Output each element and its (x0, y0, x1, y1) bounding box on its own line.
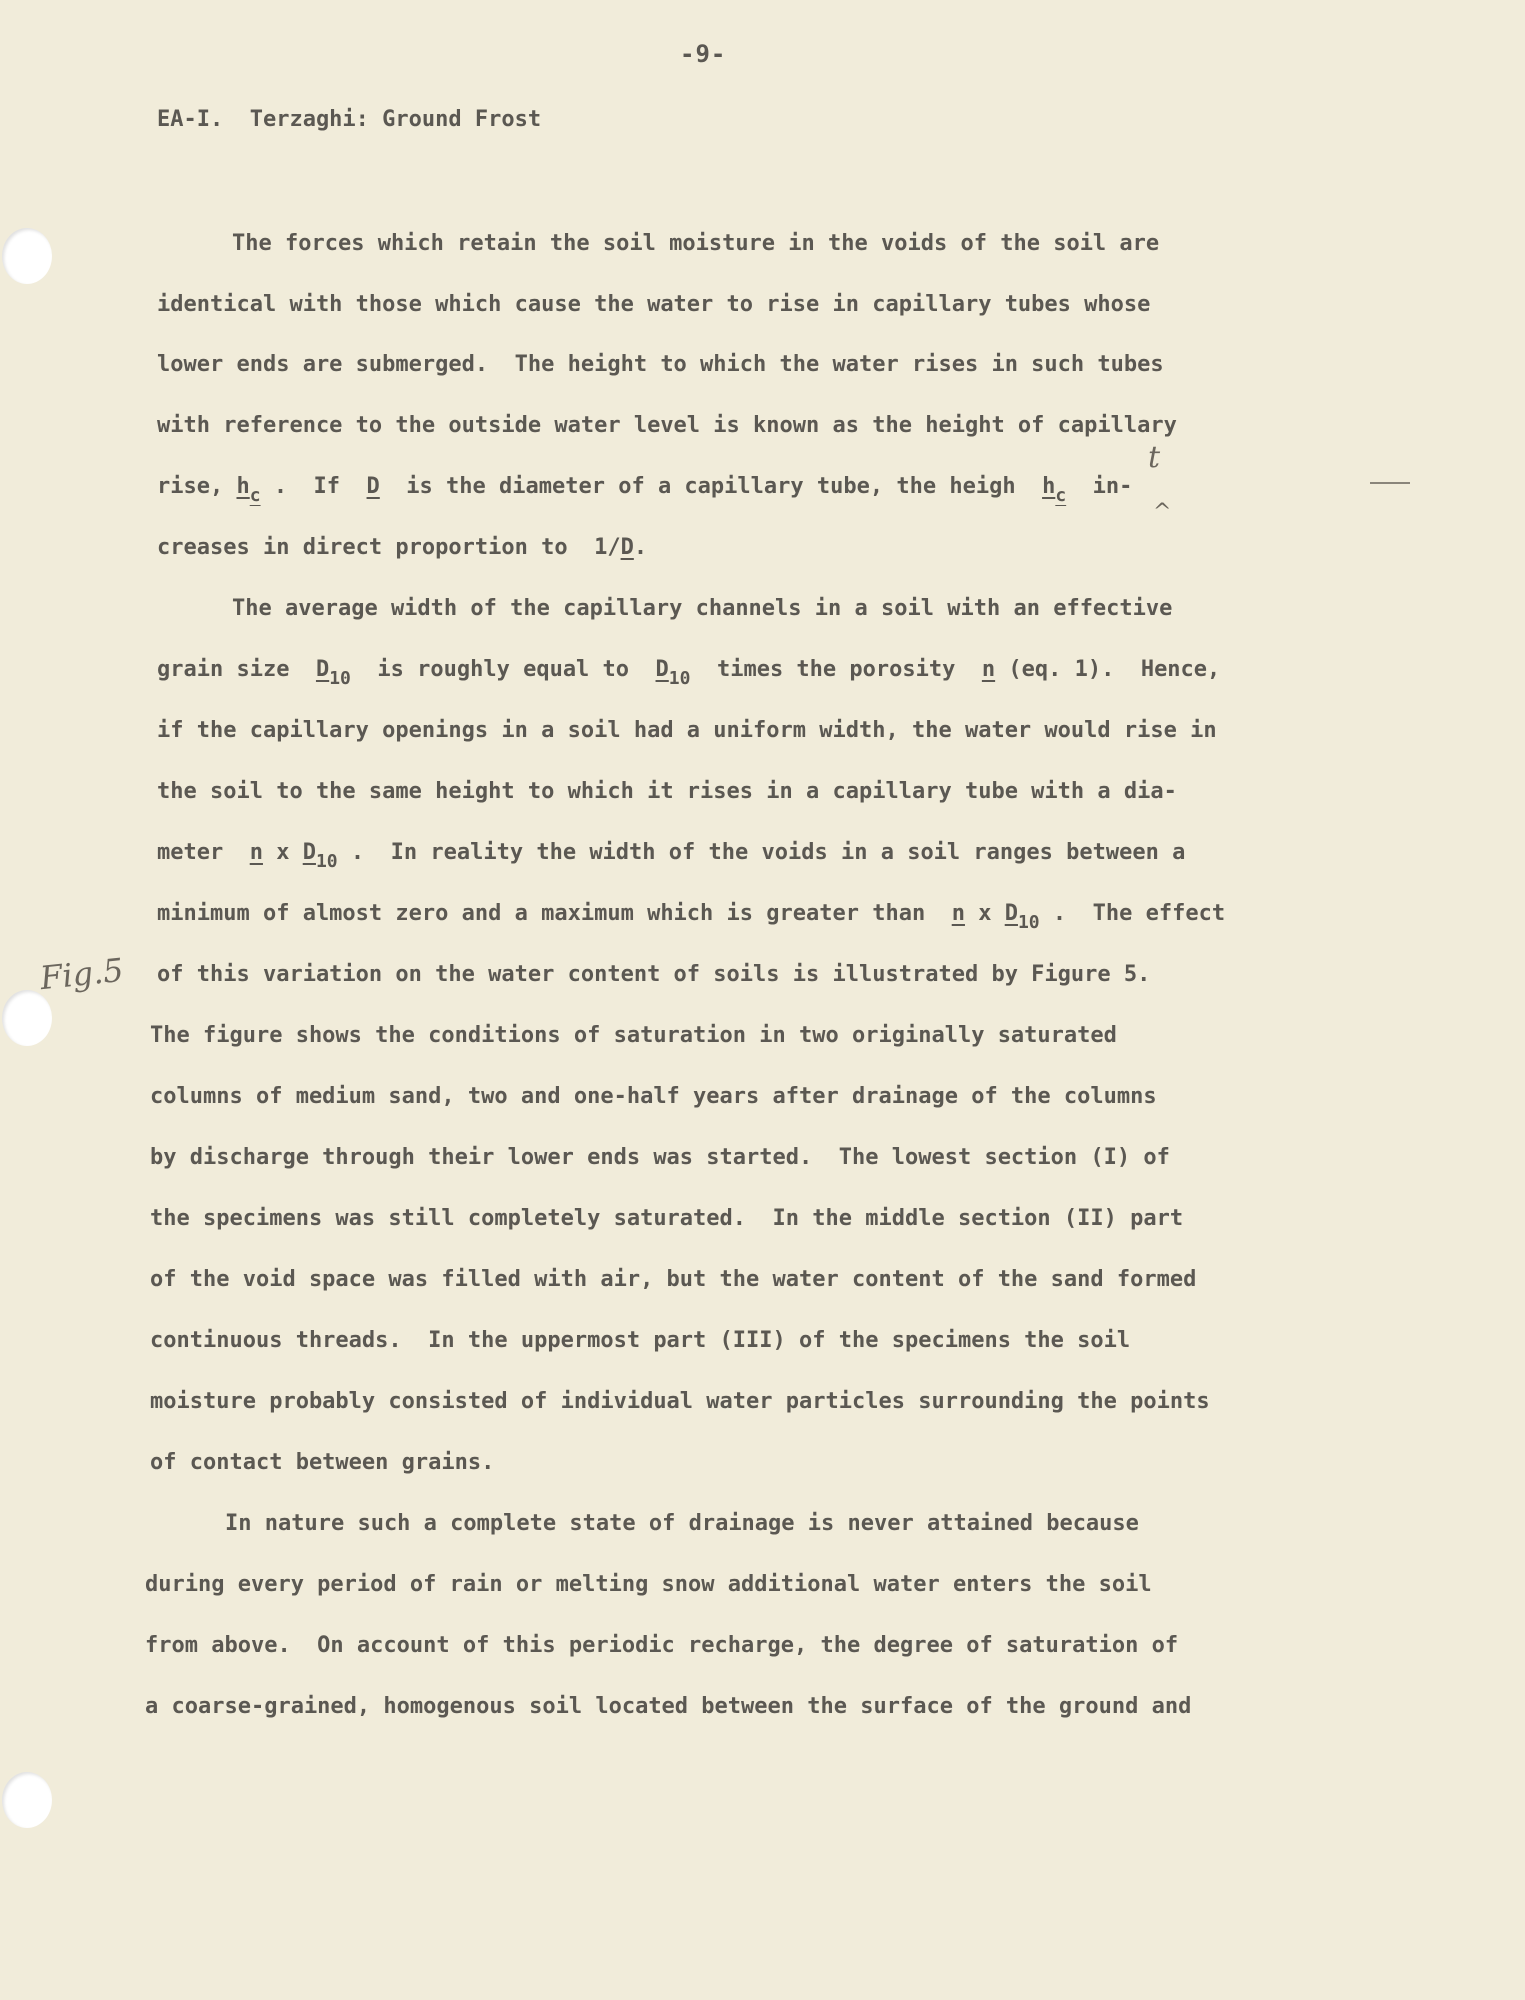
text-line: during every period of rain or melting snow additional water enters the soil (145, 1572, 1152, 1597)
text-line: from above. On account of this periodic recharge, the degree of saturation of (145, 1633, 1179, 1658)
punch-hole-top (2, 228, 52, 284)
handwritten-insert-t: t (1148, 440, 1161, 475)
text-line: of the void space was filled with air, but the water content of the sand formed (150, 1267, 1197, 1292)
text-line: if the capillary openings in a soil had a uniform width, the water would rise in (157, 718, 1217, 743)
running-header: EA-I. Terzaghi: Ground Frost (157, 107, 542, 132)
text-line: The forces which retain the soil moisture in the voids of the soil are (232, 231, 1160, 256)
text-line: rise, $h_c$ . If D is the diameter of a capillary tube, the heigh $h_c$ in- (157, 474, 1133, 506)
text-line: The average width of the capillary channels in a soil with an effective (232, 596, 1173, 621)
punch-hole-middle (2, 990, 52, 1046)
text-line: moisture probably consisted of individual water particles surrounding the points (150, 1389, 1210, 1414)
margin-pencil-mark (1370, 482, 1410, 484)
text-line: the soil to the same height to which it rises in a capillary tube with a dia- (157, 779, 1177, 804)
text-line: lower ends are submerged. The height to which the water rises in such tubes (157, 352, 1164, 377)
text-line: meter n x $D_{10}$ . In reality the width of the voids in a soil ranges between a (157, 840, 1186, 872)
handwritten-fig-reference: Fig.5 (38, 950, 126, 998)
text-line: minimum of almost zero and a maximum which is greater than n x $D_{10}$ . The effect (157, 901, 1226, 933)
text-line: by discharge through their lower ends was started. The lowest section (I) of (150, 1145, 1170, 1170)
text-line: In nature such a complete state of drainage is never attained because (225, 1511, 1139, 1536)
page-number: -9- (680, 40, 727, 68)
text-line: identical with those which cause the water to rise in capillary tubes whose (157, 292, 1151, 317)
text-line: continuous threads. In the uppermost part (III) of the specimens the soil (150, 1328, 1131, 1353)
text-line: with reference to the outside water level is known as the height of capillary (157, 413, 1177, 438)
text-line: creases in direct proportion to 1/D. (157, 535, 648, 560)
text-line: a coarse-grained, homogenous soil located between the surface of the ground and (145, 1694, 1192, 1719)
handwritten-caret: ^ (1153, 500, 1172, 525)
text-line: The figure shows the conditions of saturation in two originally saturated (150, 1023, 1117, 1048)
text-line: the specimens was still completely saturated. In the middle section (II) part (150, 1206, 1184, 1231)
text-line: of contact between grains. (150, 1450, 495, 1475)
punch-hole-bottom (2, 1772, 52, 1828)
text-line: columns of medium sand, two and one-half years after drainage of the columns (150, 1084, 1157, 1109)
text-line: of this variation on the water content of soils is illustrated by Figure 5. (157, 962, 1151, 987)
text-line: grain size $D_{10}$ is roughly equal to $D_{10}$ times the porosity n (eq. 1). Hence, (157, 657, 1221, 689)
